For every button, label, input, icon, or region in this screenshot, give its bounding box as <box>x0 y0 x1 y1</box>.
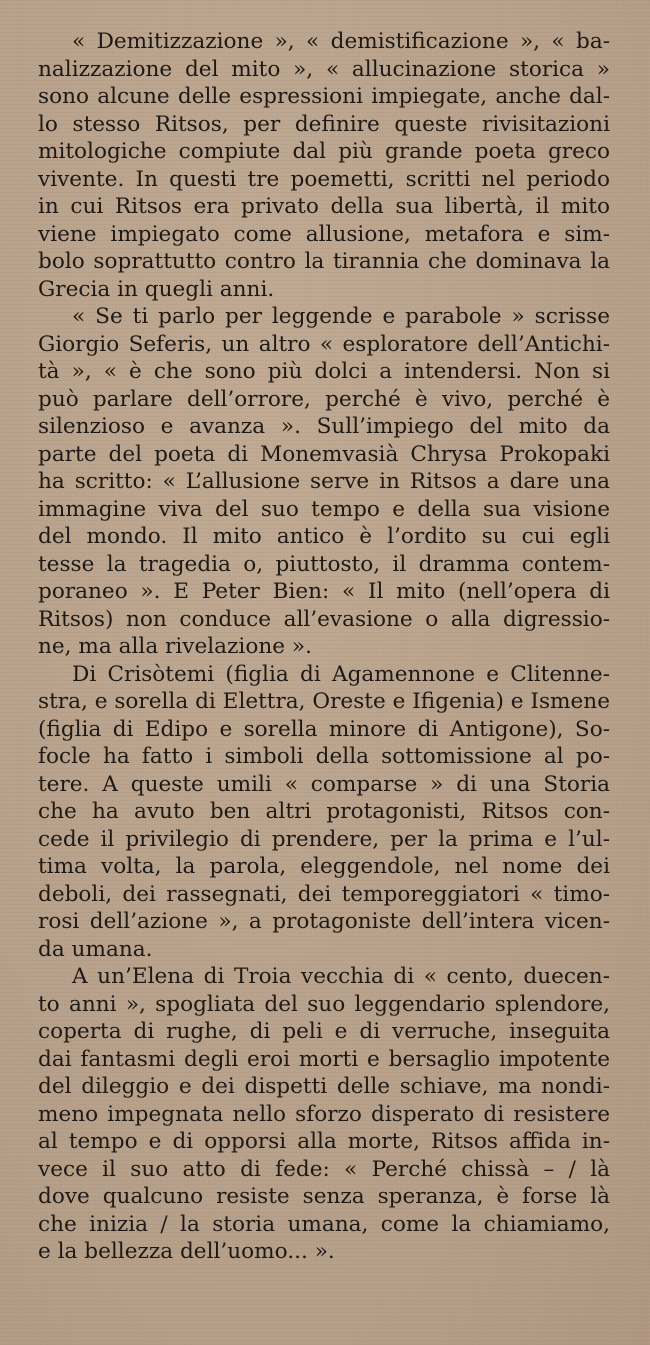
text-line: stra, e sorella di Elettra, Oreste e Ifigenia) e Ismene <box>38 689 610 714</box>
text-line: in cui Ritsos era privato della sua libertà, il mito <box>38 194 610 219</box>
text-line: mitologiche compiute dal più grande poeta greco <box>38 139 610 164</box>
paragraph <box>38 28 610 303</box>
text-line: al tempo e di opporsi alla morte, Ritsos affida in- <box>38 1129 610 1154</box>
text-line: nalizzazione del mito », « allucinazione storica » <box>38 56 610 82</box>
text-line: focle ha fatto i simboli della sottomissione al po- <box>38 744 610 769</box>
text-line: ha scritto: « L’allusione serve in Ritsos a dare una <box>38 469 610 494</box>
text-line: tesse la tragedia o, piuttosto, il dramma contem- <box>38 551 610 577</box>
text-line: tere. A queste umili « comparse » di una Storia <box>38 771 610 797</box>
text-line: tima volta, la parola, eleggendole, nel nome dei <box>38 854 610 879</box>
text-line: sono alcune delle espressioni impiegate, anche dal- <box>38 84 610 109</box>
text-line: poraneo ». E Peter Bien: « Il mito (nell’opera di <box>38 579 610 604</box>
text-line: immagine viva del suo tempo e della sua visione <box>38 496 610 522</box>
text-line: rosi dell’azione », a protagoniste dell’intera vicen- <box>38 909 610 934</box>
text-line: vece il suo atto di fede: « Perché chissà – / là <box>38 1156 610 1182</box>
text-line: viene impiegato come allusione, metafora e sim- <box>38 221 610 247</box>
text-line: bolo soprattutto contro la tirannia che dominava la <box>38 249 610 274</box>
paragraph <box>38 963 610 1266</box>
text-line: vivente. In questi tre poemetti, scritti nel periodo <box>38 166 610 192</box>
text-line: che ha avuto ben altri protagonisti, Ritsos con- <box>38 799 610 824</box>
text-line: Ritsos) non conduce all’evasione o alla digressio- <box>38 606 610 632</box>
text-line: tà », « è che sono più dolci a intendersi. Non si <box>38 359 610 384</box>
text-line: A un’Elena di Troia vecchia di « cento, duecen- <box>72 964 610 989</box>
text-line: « Demitizzazione », « demistificazione », « ba- <box>72 29 610 54</box>
text-line: (figlia di Edipo e sorella minore di Antigone), So- <box>38 716 610 742</box>
text-line: e la bellezza dell’uomo... ». <box>38 1239 335 1264</box>
text-line: del mondo. Il mito antico è l’ordito su cui egli <box>38 524 610 549</box>
text-line: Di Crisòtemi (figlia di Agamennone e Clitenne- <box>72 661 610 687</box>
paragraph <box>38 661 610 964</box>
text-line: to anni », spogliata del suo leggendario splendore, <box>38 991 610 1017</box>
body-text <box>38 28 610 1266</box>
text-line: silenzioso e avanza ». Sull’impiego del mito da <box>38 414 610 439</box>
text-line: Grecia in quegli anni. <box>38 276 275 302</box>
text-line: deboli, dei rassegnati, dei temporeggiatori « timo- <box>38 881 610 907</box>
text-line: ne, ma alla rivelazione ». <box>38 634 312 659</box>
text-line: può parlare dell’orrore, perché è vivo, perché è <box>38 386 610 412</box>
text-line: meno impegnata nello sforzo disperato di resistere <box>38 1101 610 1127</box>
text-line: che inizia / la storia umana, come la chiamiamo, <box>38 1211 610 1237</box>
text-line: parte del poeta di Monemvasià Chrysa Prokopaki <box>38 441 610 467</box>
text-line: da umana. <box>38 936 153 962</box>
text-line: Giorgio Seferis, un altro « esploratore dell’Antichi- <box>38 331 610 357</box>
paragraph <box>38 303 610 661</box>
text-line: coperta di rughe, di peli e di verruche, inseguita <box>38 1019 610 1044</box>
text-line: « Se ti parlo per leggende e parabole » scrisse <box>72 304 610 329</box>
text-line: dai fantasmi degli eroi morti e bersaglio impotente <box>38 1046 610 1072</box>
text-line: lo stesso Ritsos, per definire queste rivisitazioni <box>38 111 610 137</box>
text-line: dove qualcuno resiste senza speranza, è forse là <box>38 1184 610 1209</box>
text-line: cede il privilegio di prendere, per la prima e l’ul- <box>38 826 610 852</box>
text-line: del dileggio e dei dispetti delle schiave, ma nondi- <box>38 1074 610 1099</box>
